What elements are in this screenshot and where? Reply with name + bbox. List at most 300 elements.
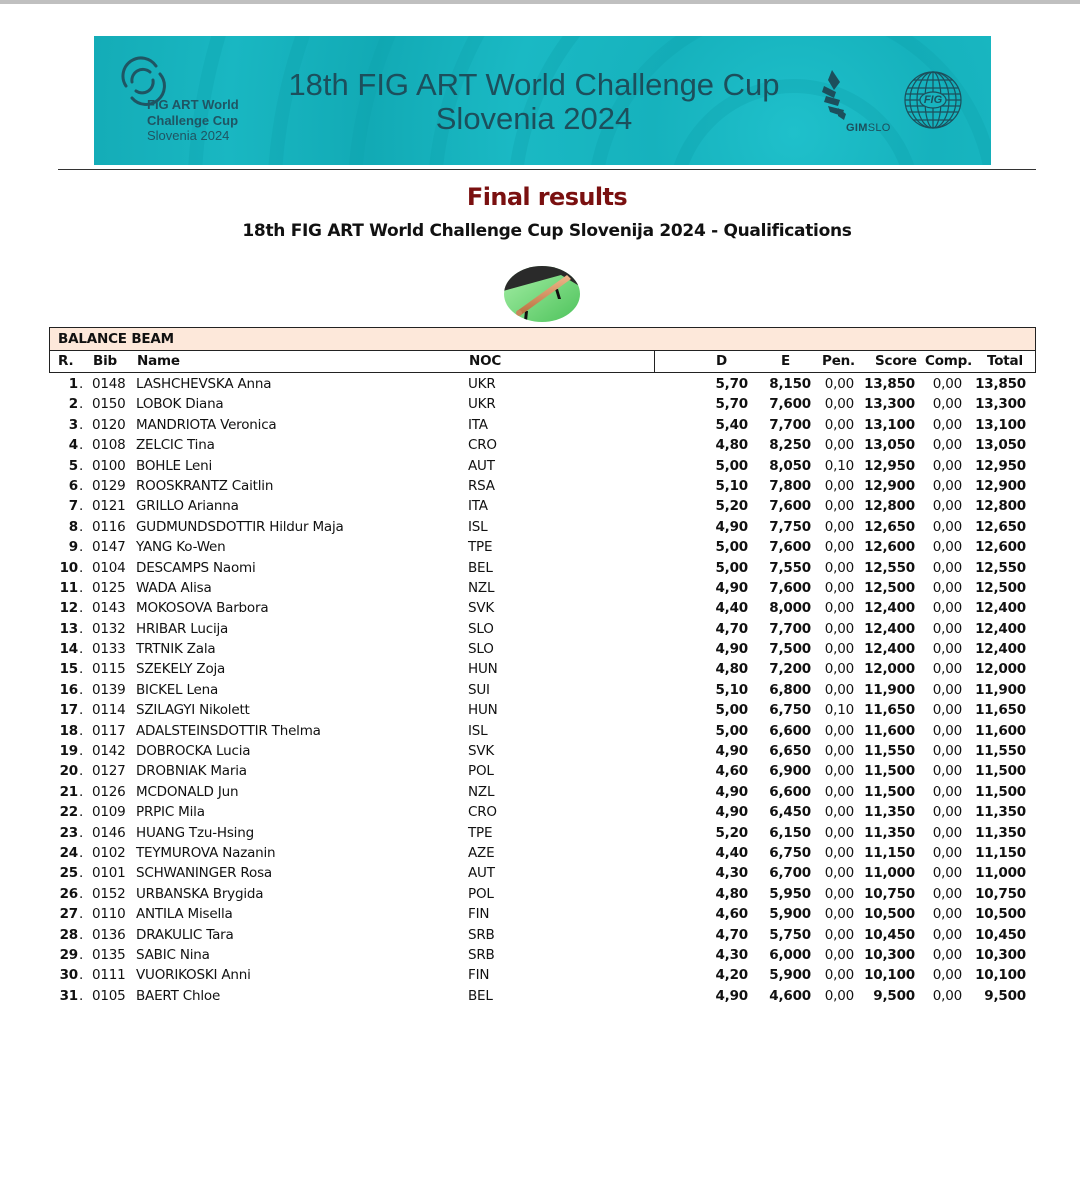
- athlete-name: SZEKELY Zoja: [136, 661, 226, 678]
- e-score: 8,150: [769, 376, 811, 392]
- fig-art-logo-text: [147, 97, 239, 144]
- compensation: 0,00: [932, 743, 962, 760]
- compensation: 0,00: [932, 702, 962, 719]
- total-score: 12,500: [975, 579, 1026, 596]
- e-score: 5,900: [769, 906, 811, 923]
- compensation: 0,00: [932, 844, 962, 861]
- penalty: 0,00: [824, 539, 854, 556]
- result-rank: 17: [59, 702, 78, 719]
- athlete-name: BOHLE Leni: [136, 457, 213, 474]
- event-name: BALANCE BEAM: [50, 328, 1035, 351]
- compensation: 0,00: [932, 926, 962, 943]
- score: 12,950: [864, 457, 915, 474]
- penalty: 0,00: [824, 722, 854, 739]
- athlete-name: DRAKULIC Tara: [136, 926, 234, 943]
- score: 9,500: [873, 987, 915, 1004]
- table-row: [49, 496, 1036, 516]
- result-noc: TPE: [468, 539, 493, 556]
- event-banner: [94, 36, 991, 165]
- table-row: [49, 680, 1036, 700]
- table-row: [49, 517, 1036, 537]
- result-bib: 0150: [92, 396, 126, 413]
- result-bib: 0146: [92, 824, 126, 841]
- rank-dot: .: [79, 661, 84, 678]
- e-score: 6,700: [769, 865, 811, 882]
- result-rank: 7: [68, 498, 78, 515]
- result-rank: 31: [59, 987, 78, 1004]
- table-row: [49, 415, 1036, 435]
- d-score: 5,00: [715, 722, 748, 739]
- penalty: 0,00: [824, 641, 854, 658]
- athlete-name: MOKOSOVA Barbora: [136, 600, 269, 617]
- total-score: 12,600: [975, 539, 1026, 556]
- result-noc: RSA: [468, 477, 495, 494]
- gimslo-light: SLO: [867, 122, 891, 134]
- penalty: 0,00: [824, 396, 854, 413]
- result-bib: 0115: [92, 661, 126, 678]
- score: 12,550: [864, 559, 915, 576]
- result-bib: 0104: [92, 559, 126, 576]
- penalty: 0,10: [824, 457, 854, 474]
- penalty: 0,00: [824, 498, 854, 515]
- compensation: 0,00: [932, 539, 962, 556]
- score: 12,800: [864, 498, 915, 515]
- result-noc: FIN: [468, 967, 490, 984]
- rank-dot: .: [79, 498, 84, 515]
- table-row: [49, 639, 1036, 659]
- compensation: 0,00: [932, 437, 962, 454]
- result-rank: 11: [59, 579, 78, 596]
- total-score: 11,150: [975, 844, 1026, 861]
- result-bib: 0111: [92, 967, 126, 984]
- rank-dot: .: [79, 844, 84, 861]
- table-row: [49, 700, 1036, 720]
- score: 10,100: [864, 967, 915, 984]
- athlete-name: MCDONALD Jun: [136, 783, 239, 800]
- result-rank: 21: [59, 783, 78, 800]
- e-score: 4,600: [769, 987, 811, 1004]
- result-noc: HUN: [468, 661, 498, 678]
- result-noc: FIN: [468, 906, 490, 923]
- athlete-name: DOBROCKA Lucia: [136, 743, 251, 760]
- total-score: 11,900: [975, 681, 1026, 698]
- penalty: 0,00: [824, 824, 854, 841]
- d-score: 5,20: [715, 498, 748, 515]
- table-row: [49, 965, 1036, 985]
- penalty: 0,00: [824, 885, 854, 902]
- e-score: 7,500: [769, 641, 811, 658]
- rank-dot: .: [79, 926, 84, 943]
- total-score: 11,350: [975, 824, 1026, 841]
- result-rank: 27: [59, 906, 78, 923]
- score: 10,300: [864, 946, 915, 963]
- result-noc: AUT: [468, 865, 495, 882]
- d-score: 5,00: [715, 702, 748, 719]
- d-score: 5,10: [715, 681, 748, 698]
- column-header-score: Score: [875, 353, 917, 369]
- total-score: 11,350: [975, 804, 1026, 821]
- d-score: 4,90: [715, 987, 748, 1004]
- compensation: 0,00: [932, 579, 962, 596]
- rank-dot: .: [79, 641, 84, 658]
- athlete-name: MANDRIOTA Veronica: [136, 416, 277, 433]
- athlete-name: ZELCIC Tina: [136, 437, 215, 454]
- e-score: 6,900: [769, 763, 811, 780]
- rank-dot: .: [79, 804, 84, 821]
- rank-dot: .: [79, 457, 84, 474]
- athlete-name: HUANG Tzu-Hsing: [136, 824, 254, 841]
- d-score: 4,20: [715, 967, 748, 984]
- rank-dot: .: [79, 396, 84, 413]
- table-row: [49, 884, 1036, 904]
- compensation: 0,00: [932, 518, 962, 535]
- compensation: 0,00: [932, 620, 962, 637]
- score: 13,100: [864, 416, 915, 433]
- compensation: 0,00: [932, 722, 962, 739]
- e-score: 6,600: [769, 783, 811, 800]
- rank-dot: .: [79, 885, 84, 902]
- compensation: 0,00: [932, 946, 962, 963]
- score: 12,400: [864, 620, 915, 637]
- score: 12,500: [864, 579, 915, 596]
- compensation: 0,00: [932, 498, 962, 515]
- result-noc: HUN: [468, 702, 498, 719]
- result-bib: 0129: [92, 477, 126, 494]
- score: 11,500: [864, 763, 915, 780]
- e-score: 7,200: [769, 661, 811, 678]
- result-noc: SRB: [468, 946, 495, 963]
- penalty: 0,00: [824, 967, 854, 984]
- rank-dot: .: [79, 579, 84, 596]
- total-score: 12,000: [975, 661, 1026, 678]
- table-row: [49, 863, 1036, 883]
- score: 12,400: [864, 641, 915, 658]
- result-bib: 0142: [92, 743, 126, 760]
- result-bib: 0125: [92, 579, 126, 596]
- result-bib: 0114: [92, 702, 126, 719]
- score: 12,600: [864, 539, 915, 556]
- athlete-name: HRIBAR Lucija: [136, 620, 229, 637]
- balance-beam-icon: [503, 265, 581, 323]
- e-score: 8,000: [769, 600, 811, 617]
- e-score: 7,750: [769, 518, 811, 535]
- result-rank: 26: [59, 885, 78, 902]
- compensation: 0,00: [932, 681, 962, 698]
- total-score: 11,000: [975, 865, 1026, 882]
- result-bib: 0126: [92, 783, 126, 800]
- d-score: 4,60: [715, 906, 748, 923]
- d-score: 4,90: [715, 641, 748, 658]
- result-bib: 0102: [92, 844, 126, 861]
- result-noc: ISL: [468, 518, 488, 535]
- e-score: 7,600: [769, 396, 811, 413]
- total-score: 13,050: [975, 437, 1026, 454]
- result-bib: 0110: [92, 906, 126, 923]
- d-score: 5,00: [715, 559, 748, 576]
- total-score: 12,900: [975, 477, 1026, 494]
- score: 11,900: [864, 681, 915, 698]
- rank-dot: .: [79, 416, 84, 433]
- d-score: 4,90: [715, 579, 748, 596]
- score: 11,500: [864, 783, 915, 800]
- d-score: 5,00: [715, 457, 748, 474]
- rank-dot: .: [79, 600, 84, 617]
- e-score: 7,800: [769, 477, 811, 494]
- d-score: 4,70: [715, 620, 748, 637]
- column-header-noc: NOC: [469, 353, 502, 369]
- athlete-name: SABIC Nina: [136, 946, 210, 963]
- results-table: [49, 327, 1036, 373]
- total-score: 12,800: [975, 498, 1026, 515]
- score: 13,300: [864, 396, 915, 413]
- result-noc: NZL: [468, 783, 495, 800]
- score: 13,850: [864, 376, 915, 392]
- d-score: 5,20: [715, 824, 748, 841]
- table-row: [49, 843, 1036, 863]
- result-rank: 10: [59, 559, 78, 576]
- compensation: 0,00: [932, 824, 962, 841]
- table-row: [49, 537, 1036, 557]
- athlete-name: LASHCHEVSKA Anna: [136, 376, 272, 392]
- compensation: 0,00: [932, 641, 962, 658]
- table-row: [49, 945, 1036, 965]
- rank-dot: .: [79, 559, 84, 576]
- result-bib: 0127: [92, 763, 126, 780]
- gimslo-logo-icon: [820, 70, 850, 120]
- d-score: 4,30: [715, 946, 748, 963]
- compensation: 0,00: [932, 987, 962, 1004]
- result-bib: 0148: [92, 376, 126, 392]
- rank-dot: .: [79, 865, 84, 882]
- rank-dot: .: [79, 763, 84, 780]
- column-header-e: E: [781, 353, 791, 369]
- total-score: 10,500: [975, 906, 1026, 923]
- table-row: [49, 558, 1036, 578]
- penalty: 0,00: [824, 743, 854, 760]
- athlete-name: URBANSKA Brygida: [136, 885, 264, 902]
- total-score: 12,400: [975, 620, 1026, 637]
- compensation: 0,00: [932, 600, 962, 617]
- penalty: 0,00: [824, 763, 854, 780]
- compensation: 0,00: [932, 416, 962, 433]
- result-rank: 12: [59, 600, 78, 617]
- score: 11,550: [864, 743, 915, 760]
- d-score: 4,90: [715, 804, 748, 821]
- penalty: 0,00: [824, 804, 854, 821]
- column-header-bib: Bib: [93, 353, 117, 369]
- score: 11,150: [864, 844, 915, 861]
- athlete-name: GUDMUNDSDOTTIR Hildur Maja: [136, 518, 344, 535]
- d-score: 5,10: [715, 477, 748, 494]
- score: 10,750: [864, 885, 915, 902]
- result-bib: 0116: [92, 518, 126, 535]
- table-row: [49, 925, 1036, 945]
- total-score: 12,400: [975, 641, 1026, 658]
- d-score: 4,70: [715, 926, 748, 943]
- total-score: 13,300: [975, 396, 1026, 413]
- result-rank: 30: [59, 967, 78, 984]
- result-rank: 23: [59, 824, 78, 841]
- table-row: [49, 761, 1036, 781]
- penalty: 0,00: [824, 865, 854, 882]
- table-header-row: [50, 351, 1035, 372]
- compensation: 0,00: [932, 865, 962, 882]
- d-score: 4,80: [715, 885, 748, 902]
- athlete-name: SZILAGYI Nikolett: [136, 702, 250, 719]
- athlete-name: ADALSTEINSDOTTIR Thelma: [136, 722, 321, 739]
- total-score: 10,100: [975, 967, 1026, 984]
- e-score: 6,750: [769, 844, 811, 861]
- compensation: 0,00: [932, 396, 962, 413]
- penalty: 0,00: [824, 477, 854, 494]
- total-score: 12,950: [975, 457, 1026, 474]
- banner-title-line-2: Slovenia 2024: [435, 101, 633, 136]
- result-rank: 2: [68, 396, 78, 413]
- athlete-name: LOBOK Diana: [136, 396, 224, 413]
- table-row: [49, 394, 1036, 414]
- table-row: [49, 598, 1036, 618]
- e-score: 5,750: [769, 926, 811, 943]
- result-bib: 0136: [92, 926, 126, 943]
- total-score: 13,100: [975, 416, 1026, 433]
- competition-subtitle: 18th FIG ART World Challenge Cup Slovenija 2024 - Qualifications: [242, 221, 852, 241]
- result-noc: SUI: [468, 681, 490, 698]
- result-rank: 13: [59, 620, 78, 637]
- table-row: [49, 904, 1036, 924]
- d-score: 4,30: [715, 865, 748, 882]
- athlete-name: TEYMUROVA Nazanin: [136, 844, 276, 861]
- e-score: 6,650: [769, 743, 811, 760]
- compensation: 0,00: [932, 376, 962, 392]
- athlete-name: SCHWANINGER Rosa: [136, 865, 272, 882]
- column-header-d: D: [716, 353, 728, 369]
- score: 12,650: [864, 518, 915, 535]
- result-bib: 0105: [92, 987, 126, 1004]
- logo-line-1: FIG ART World: [147, 97, 239, 112]
- e-score: 5,950: [769, 885, 811, 902]
- penalty: 0,00: [824, 987, 854, 1004]
- result-bib: 0135: [92, 946, 126, 963]
- result-rank: 1: [68, 376, 78, 392]
- table-row: [49, 782, 1036, 802]
- rank-dot: .: [79, 722, 84, 739]
- table-row: [49, 619, 1036, 639]
- rank-dot: .: [79, 518, 84, 535]
- e-score: 7,600: [769, 539, 811, 556]
- e-score: 6,750: [769, 702, 811, 719]
- result-bib: 0139: [92, 681, 126, 698]
- total-score: 10,450: [975, 926, 1026, 943]
- result-noc: BEL: [468, 559, 493, 576]
- result-bib: 0133: [92, 641, 126, 658]
- penalty: 0,00: [824, 926, 854, 943]
- score: 12,900: [864, 477, 915, 494]
- result-noc: NZL: [468, 579, 495, 596]
- result-noc: AZE: [468, 844, 495, 861]
- d-score: 4,60: [715, 763, 748, 780]
- result-rank: 15: [59, 661, 78, 678]
- athlete-name: WADA Alisa: [136, 579, 212, 596]
- result-noc: SLO: [468, 620, 494, 637]
- total-score: 13,850: [975, 376, 1026, 392]
- column-header-pen: Pen.: [822, 353, 855, 369]
- total-score: 11,650: [975, 702, 1026, 719]
- result-rank: 14: [59, 641, 78, 658]
- table-row: [49, 578, 1036, 598]
- e-score: 6,600: [769, 722, 811, 739]
- score: 13,050: [864, 437, 915, 454]
- athlete-name: DROBNIAK Maria: [136, 763, 247, 780]
- penalty: 0,00: [824, 416, 854, 433]
- rank-dot: .: [79, 783, 84, 800]
- column-separator: [654, 351, 655, 372]
- penalty: 0,00: [824, 437, 854, 454]
- compensation: 0,00: [932, 967, 962, 984]
- gimslo-label: [846, 122, 891, 135]
- top-border: [0, 0, 1080, 4]
- score: 11,600: [864, 722, 915, 739]
- athlete-name: YANG Ko-Wen: [136, 539, 226, 556]
- result-noc: ISL: [468, 722, 488, 739]
- score: 12,000: [864, 661, 915, 678]
- compensation: 0,00: [932, 885, 962, 902]
- table-row: [49, 741, 1036, 761]
- result-noc: ITA: [468, 416, 488, 433]
- d-score: 4,40: [715, 600, 748, 617]
- d-score: 4,90: [715, 518, 748, 535]
- banner-title-line-1: 18th FIG ART World Challenge Cup: [288, 67, 780, 102]
- e-score: 8,050: [769, 457, 811, 474]
- rank-dot: .: [79, 681, 84, 698]
- penalty: 0,00: [824, 783, 854, 800]
- column-header-name: Name: [137, 353, 180, 369]
- d-score: 5,70: [715, 376, 748, 392]
- d-score: 4,80: [715, 437, 748, 454]
- table-row: [49, 476, 1036, 496]
- result-rank: 25: [59, 865, 78, 882]
- athlete-name: BICKEL Lena: [136, 681, 219, 698]
- rank-dot: .: [79, 477, 84, 494]
- score: 10,450: [864, 926, 915, 943]
- result-noc: BEL: [468, 987, 493, 1004]
- penalty: 0,00: [824, 579, 854, 596]
- banner-title: [264, 68, 804, 136]
- total-score: 10,750: [975, 885, 1026, 902]
- athlete-name: VUORIKOSKI Anni: [136, 967, 251, 984]
- d-score: 4,80: [715, 661, 748, 678]
- rank-dot: .: [79, 376, 84, 392]
- rank-dot: .: [79, 946, 84, 963]
- logo-line-2: Challenge Cup: [147, 112, 239, 128]
- score: 11,350: [864, 804, 915, 821]
- fig-logo-text: FIG: [923, 94, 943, 106]
- compensation: 0,00: [932, 559, 962, 576]
- result-bib: 0117: [92, 722, 126, 739]
- result-rank: 5: [68, 457, 78, 474]
- athlete-name: ANTILA Misella: [136, 906, 233, 923]
- result-rank: 4: [68, 437, 78, 454]
- result-noc: POL: [468, 885, 494, 902]
- result-noc: SRB: [468, 926, 495, 943]
- total-score: 12,550: [975, 559, 1026, 576]
- result-rank: 28: [59, 926, 78, 943]
- table-row: [49, 374, 1036, 394]
- column-header-rank: R.: [58, 353, 74, 369]
- penalty: 0,00: [824, 376, 854, 392]
- d-score: 4,90: [715, 783, 748, 800]
- athlete-name: GRILLO Arianna: [136, 498, 239, 515]
- athlete-name: ROOSKRANTZ Caitlin: [136, 477, 274, 494]
